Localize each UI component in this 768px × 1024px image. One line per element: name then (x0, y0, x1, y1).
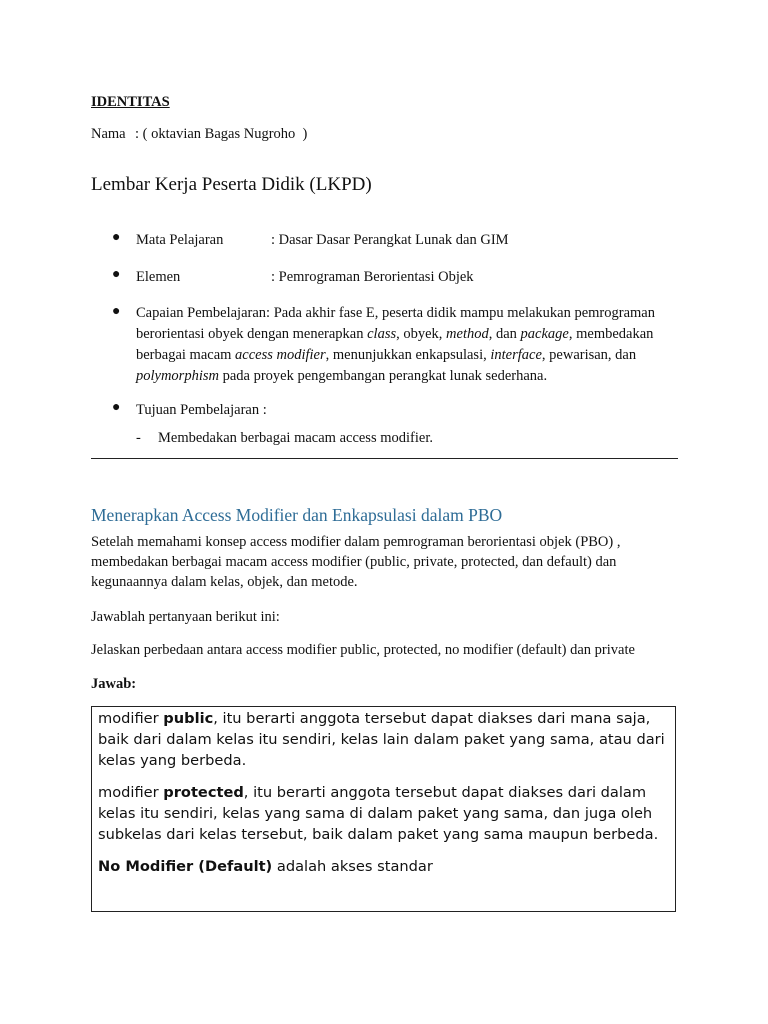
answer-protected: modifier protected, itu berarti anggota tersebut dapat diakses dari dalam kelas itu sendiri, kelas yang sama di dalam paket yang sama, dan juga oleh subkelas dari kelas tersebut, baik dalam paket yang sama maupun berbeda. (98, 784, 659, 843)
mata-pelajaran-label: Mata Pelajaran (136, 232, 224, 248)
bullet-icon: ● (112, 230, 121, 245)
instruction-text: Jawablah pertanyaan berikut ini: (91, 609, 280, 625)
jawab-label: Jawab: (91, 676, 137, 692)
identitas-heading: IDENTITAS (91, 94, 170, 110)
elemen-value: : Pemrograman Berorientasi Objek (271, 269, 474, 285)
mata-pelajaran-value: : Dasar Dasar Perangkat Lunak dan GIM (271, 232, 509, 248)
tujuan-pembelajaran-label: Tujuan Pembelajaran : (136, 402, 267, 418)
answer-box[interactable] (91, 706, 676, 912)
document-title: Lembar Kerja Peserta Didik (LKPD) (91, 174, 372, 195)
horizontal-divider (91, 458, 678, 459)
capaian-pembelajaran-text: Capaian Pembelajaran: Pada akhir fase E, peserta didik mampu melakukan pemrograman berorientasi obyek dengan menerapkan class, obyek, method, dan package, membedakan berbagai macam access modifier, menunjukkan enkapsulasi, interface, pewarisan, dan polymorphism pada proyek pengembangan perangkat lunak sederhana. (136, 305, 655, 384)
answer-default: No Modifier (Default) adalah akses standar (98, 858, 433, 875)
section-title: Menerapkan Access Modifier dan Enkapsulasi dalam PBO (91, 505, 503, 525)
tujuan-item: Membedakan berbagai macam access modifier. (158, 430, 433, 446)
tujuan-dash: - (136, 430, 141, 446)
name-value: : ( oktavian Bagas Nugroho ) (135, 126, 308, 142)
bullet-icon: ● (112, 304, 121, 319)
name-label: Nama (91, 126, 126, 142)
answer-public: modifier public, itu berarti anggota tersebut dapat diakses dari mana saja, baik dari dalam kelas itu sendiri, kelas lain dalam paket yang sama, atau dari kelas yang berbeda. (98, 710, 665, 769)
elemen-label: Elemen (136, 269, 181, 285)
question-text: Jelaskan perbedaan antara access modifier public, protected, no modifier (default) dan private (91, 642, 635, 658)
intro-paragraph: Setelah memahami konsep access modifier dalam pemrograman berorientasi objek (PBO) , membedakan berbagai macam access modifier (public, private, protected, dan default) dan kegunaannya dalam kelas, objek, dan metode. (91, 534, 621, 590)
bullet-icon: ● (112, 267, 121, 282)
bullet-icon: ● (112, 400, 121, 415)
